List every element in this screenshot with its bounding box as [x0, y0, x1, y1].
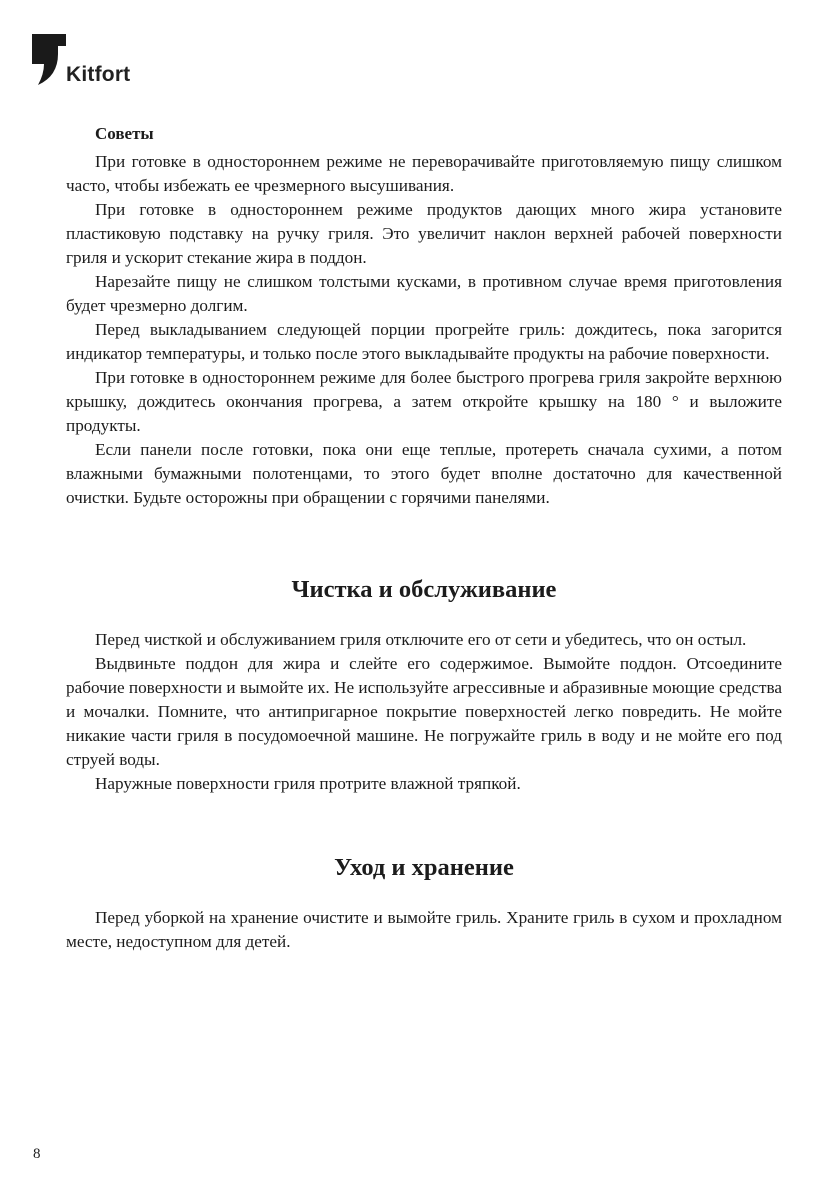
tips-paragraph: Если панели после готовки, пока они еще теплые, протереть сначала сухими, а потом влажными бумажными полотенцами, то этого будет вполне достаточно для качественной очистки. Будьте осторожны при обращении с горячими панелями.: [66, 440, 782, 507]
tips-paragraph: Нарезайте пищу не слишком толстыми кусками, в противном случае время приготовления будет чрезмерно долгим.: [66, 272, 782, 315]
tips-heading: Советы: [95, 124, 154, 143]
storage-section-title: Уход и хранение: [334, 854, 514, 881]
cleaning-paragraph: Выдвиньте поддон для жира и слейте его содержимое. Вымойте поддон. Отсоедините рабочие поверхности и вымойте их. Не используйте агрессивные и абразивные моющие средства и мочалки. Помните, что антипригарное покрытие поверхностей легко повредить. Не мойте никакие части гриля в посудомоечной машине. Не погружайте гриль в воду и не мойте его под струей воды.: [66, 654, 782, 769]
tips-paragraph: При готовке в одностороннем режиме не переворачивайте приготовляемую пищу слишком часто, чтобы избежать ее чрезмерного высушивания.: [66, 152, 782, 195]
cleaning-paragraph: Наружные поверхности гриля протрите влажной тряпкой.: [95, 774, 521, 793]
tips-paragraph: Перед выкладыванием следующей порции прогрейте гриль: дождитесь, пока загорится индикатор температуры, и только после этого выкладывайте продукты на рабочие поверхности.: [66, 320, 782, 363]
page-number: 8: [33, 1146, 41, 1162]
brand-logo: [32, 34, 172, 90]
tips-paragraph: При готовке в одностороннем режиме для более быстрого прогрева гриля закройте верхнюю крышку, дождитесь окончания прогрева, а затем откройте крышку на 180 ° и выложите продукты.: [66, 368, 782, 435]
page-content: [66, 122, 782, 954]
cleaning-section-title: Чистка и обслуживание: [291, 576, 557, 603]
tips-paragraph: При готовке в одностороннем режиме продуктов дающих много жира установите пластиковую подставку на ручку гриля. Это увеличит наклон верхней рабочей поверхности гриля и ускорит стекание жира в поддон.: [66, 200, 782, 267]
storage-paragraph: Перед уборкой на хранение очистите и вымойте гриль. Храните гриль в сухом и прохладном месте, недоступном для детей.: [66, 908, 782, 951]
cleaning-paragraph: Перед чисткой и обслуживанием гриля отключите его от сети и убедитесь, что он остыл.: [95, 630, 747, 649]
brand-name: Kitfort: [66, 63, 131, 86]
